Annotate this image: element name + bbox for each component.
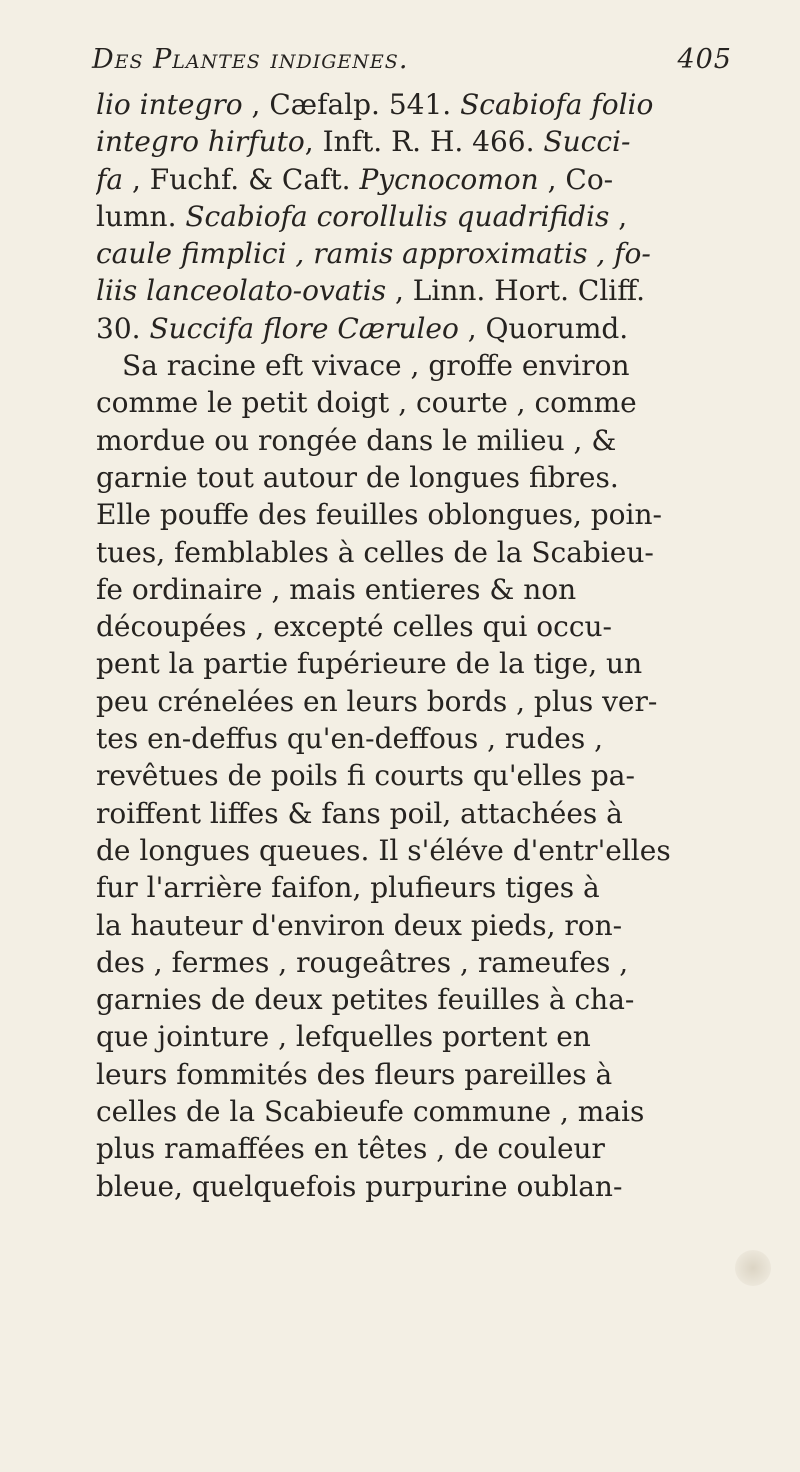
text-segment: de longues queues. Il s'éléve d'entr'elles bbox=[96, 833, 671, 867]
text-line bbox=[96, 198, 736, 235]
text-segment: , Fuchf. & Caft. bbox=[123, 162, 360, 196]
text-segment: , bbox=[609, 199, 628, 233]
text-line bbox=[96, 272, 736, 309]
text-segment: fe ordinaire , mais entieres & non bbox=[96, 572, 577, 606]
text-line bbox=[96, 981, 736, 1018]
text-segment: comme le petit doigt , courte , comme bbox=[96, 386, 637, 420]
text-line bbox=[96, 645, 736, 682]
text-segment: lumn. bbox=[96, 199, 186, 233]
text-segment: peu crénelées en leurs bords , plus ver- bbox=[96, 684, 658, 718]
text-segment: garnies de deux petites feuilles à cha- bbox=[96, 983, 635, 1017]
text-segment: , Co- bbox=[538, 162, 614, 196]
text-line bbox=[96, 907, 736, 944]
text-segment: garnie tout autour de longues fibres. bbox=[96, 460, 619, 494]
text-line bbox=[96, 310, 736, 347]
text-line bbox=[96, 459, 736, 496]
text-segment: roiffent liffes & fans poil, attachées à bbox=[96, 796, 623, 830]
text-segment: fa bbox=[96, 162, 124, 196]
text-line bbox=[96, 422, 736, 459]
text-line bbox=[96, 1130, 736, 1167]
text-line bbox=[96, 123, 736, 160]
text-line bbox=[96, 496, 736, 533]
text-segment: que jointure , lefquelles portent en bbox=[96, 1020, 591, 1054]
text-line bbox=[96, 534, 736, 571]
text-segment: Sa racine eft vivace , groffe environ bbox=[122, 349, 630, 383]
text-line bbox=[96, 683, 736, 720]
text-segment: , Cæfalp. 541. bbox=[242, 88, 461, 121]
text-segment: Scabiofa folio bbox=[460, 88, 654, 121]
text-segment: revêtues de poils fi courts qu'elles pa- bbox=[96, 759, 635, 793]
text-segment: , Inft. R. H. 466. bbox=[304, 125, 544, 159]
text-line bbox=[96, 86, 736, 123]
text-segment: caule fimplici , ramis approximatis , fo- bbox=[96, 237, 651, 271]
running-title: Des Plantes indigenes. bbox=[92, 44, 409, 75]
text-line bbox=[96, 720, 736, 757]
text-line bbox=[96, 571, 736, 608]
text-segment: leurs fommités des fleurs pareilles à bbox=[96, 1057, 613, 1091]
text-line bbox=[96, 944, 736, 981]
text-segment: lio integro bbox=[96, 88, 243, 121]
text-segment: celles de la Scabieufe commune , mais bbox=[96, 1095, 645, 1129]
text-line bbox=[96, 1056, 736, 1093]
text-segment: Scabiofa corollulis quadrifidis bbox=[185, 199, 610, 233]
body-text bbox=[96, 86, 736, 1205]
text-segment: Elle pouffe des feuilles oblongues, poin- bbox=[96, 498, 662, 532]
text-segment: Succi- bbox=[543, 125, 631, 159]
text-line bbox=[96, 608, 736, 645]
text-line bbox=[96, 795, 736, 832]
text-segment: tues, femblables à celles de la Scabieu- bbox=[96, 535, 654, 569]
text-line bbox=[96, 384, 736, 421]
text-segment: des , fermes , rougeâtres , rameufes , bbox=[96, 945, 629, 979]
text-segment: , Linn. Hort. Cliff. bbox=[386, 274, 646, 308]
running-head bbox=[92, 44, 732, 75]
text-line bbox=[96, 235, 736, 272]
text-segment: bleue, quelquefois purpurine oublan- bbox=[96, 1169, 623, 1203]
text-segment: pent la partie fupérieure de la tige, un bbox=[96, 647, 643, 681]
text-segment: la hauteur d'environ deux pieds, ron- bbox=[96, 908, 623, 942]
text-line bbox=[96, 347, 736, 384]
text-segment: Pycnocomon bbox=[359, 162, 539, 196]
text-segment: fur l'arrière faifon, plufieurs tiges à bbox=[96, 871, 600, 905]
text-line bbox=[96, 1018, 736, 1055]
text-line bbox=[96, 869, 736, 906]
text-segment: tes en-deffus qu'en-deffous , rudes , bbox=[96, 722, 603, 756]
text-line bbox=[96, 757, 736, 794]
text-segment: , Quorumd. bbox=[458, 311, 629, 345]
text-segment: mordue ou rongée dans le milieu , & bbox=[96, 423, 617, 457]
text-segment: Succifa flore Cæruleo bbox=[149, 311, 459, 345]
paper-stain bbox=[735, 1250, 771, 1286]
text-line bbox=[96, 1093, 736, 1130]
text-line bbox=[96, 161, 736, 198]
text-segment: integro hirfuto bbox=[96, 125, 305, 159]
text-line bbox=[96, 832, 736, 869]
text-line bbox=[96, 1168, 736, 1205]
text-segment: plus ramaffées en têtes , de couleur bbox=[96, 1132, 605, 1166]
text-segment: découpées , excepté celles qui occu- bbox=[96, 610, 612, 644]
text-segment: liis lanceolato-ovatis bbox=[96, 274, 387, 308]
page-number: 405 bbox=[677, 44, 732, 75]
text-segment: 30. bbox=[96, 311, 150, 345]
